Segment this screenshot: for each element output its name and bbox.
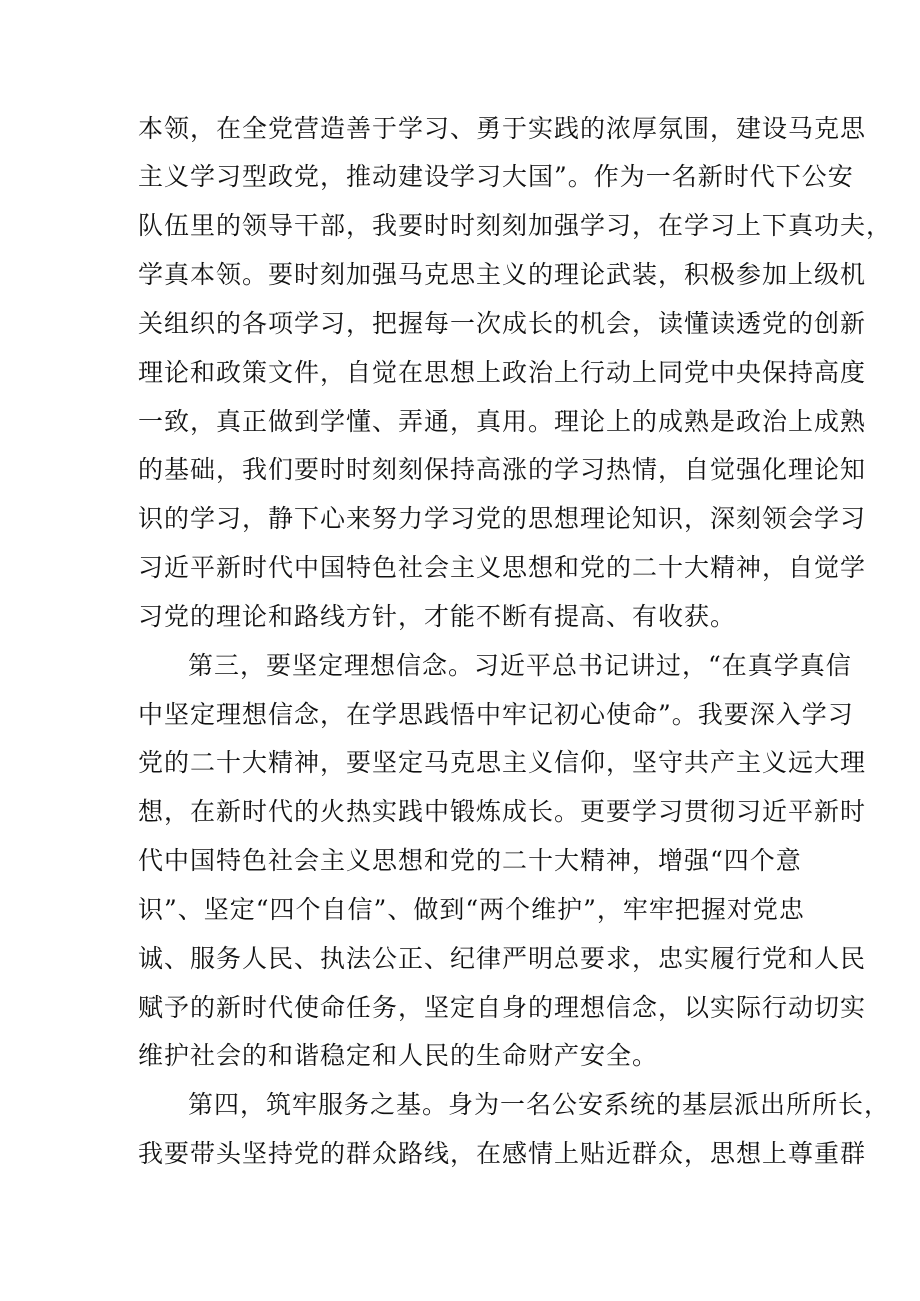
text-line: 第三，要坚定理想信念。习近平总书记讲过，“在真学真信 [188, 651, 852, 680]
text-line: 一致，真正做到学懂、弄通，真用。理论上的成熟是政治上成熟 [138, 407, 867, 436]
text-line: 我要带头坚持党的群众路线，在感情上贴近群众，思想上尊重群 [138, 1139, 867, 1168]
text-line: 中坚定理想信念，在学思践悟中牢记初心使命”。我要深入学习 [138, 700, 854, 729]
text-line: 队伍里的领导干部，我要时时刻刻加强学习，在学习上下真功夫， [138, 211, 893, 240]
text-line: 习党的理论和路线方针，才能不断有提高、有收获。 [138, 602, 737, 631]
text-line: 识”、坚定“四个自信”、做到“两个维护”，牢牢把握对党忠 [138, 895, 805, 924]
text-line: 代中国特色社会主义思想和党的二十大精神，增强“四个意 [138, 846, 802, 875]
text-line: 维护社会的和谐稳定和人民的生命财产安全。 [138, 1041, 659, 1070]
text-line: 主义学习型政党，推动建设学习大国”。作为一名新时代下公安 [138, 162, 854, 191]
text-line: 诚、服务人民、执法公正、纪律严明总要求，忠实履行党和人民 [138, 944, 867, 973]
text-line: 学真本领。要时刻加强马克思主义的理论武装，积极参加上级机 [138, 260, 867, 289]
text-line: 赋予的新时代使命任务，坚定自身的理想信念，以实际行动切实 [138, 993, 867, 1022]
text-line: 想，在新时代的火热实践中锻炼成长。更要学习贯彻习近平新时 [138, 797, 867, 826]
text-line: 关组织的各项学习，把握每一次成长的机会，读懂读透党的创新 [138, 309, 867, 338]
text-line: 识的学习，静下心来努力学习党的思想理论知识，深刻领会学习 [138, 504, 867, 533]
text-line: 党的二十大精神，要坚定马克思主义信仰，坚守共产主义远大理 [138, 748, 867, 777]
text-line: 理论和政策文件，自觉在思想上政治上行动上同党中央保持高度 [138, 358, 867, 387]
text-line: 第四，筑牢服务之基。身为一名公安系统的基层派出所所长， [188, 1090, 891, 1119]
text-line: 习近平新时代中国特色社会主义思想和党的二十大精神，自觉学 [138, 553, 867, 582]
text-line: 的基础，我们要时时刻刻保持高涨的学习热情，自觉强化理论知 [138, 455, 867, 484]
text-line: 本领，在全党营造善于学习、勇于实践的浓厚氛围，建设马克思 [138, 114, 867, 143]
